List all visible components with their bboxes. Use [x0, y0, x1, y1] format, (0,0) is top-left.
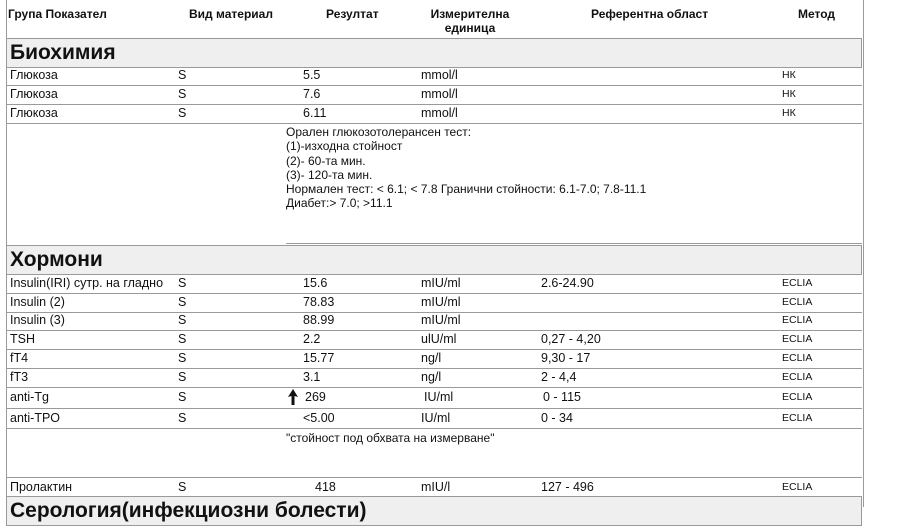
- table-row: [6, 293, 862, 313]
- row-unit: mmol/l: [421, 68, 458, 82]
- row-result: 7.6: [303, 87, 321, 101]
- row-method: НК: [782, 69, 796, 81]
- row-name: anti-TPO: [10, 411, 61, 425]
- row-name: Insulin(IRI) сутр. на гладно: [10, 276, 164, 290]
- row-method: ECLIA: [782, 352, 813, 364]
- row-result: 5.5: [303, 68, 321, 82]
- header-range: Референтна област: [591, 7, 709, 21]
- row-unit: mIU/ml: [421, 313, 461, 327]
- row-name: Пролактин: [10, 480, 73, 494]
- row-range: 2 - 4,4: [541, 370, 577, 384]
- tpo-note: "стойност под обхвата на измерване": [286, 431, 495, 445]
- row-material: S: [178, 276, 187, 290]
- row-result: 78.83: [303, 295, 335, 309]
- header-group: Група Показател: [8, 7, 107, 21]
- row-unit: IU/ml: [421, 411, 451, 425]
- row-unit: ng/l: [421, 351, 442, 365]
- section-title: Биохимия: [10, 41, 116, 64]
- section-biochemistry: [6, 38, 862, 68]
- row-name: Insulin (3): [10, 313, 65, 327]
- row-range: 127 - 496: [541, 480, 594, 494]
- row-material: S: [178, 295, 187, 309]
- row-result: 418: [315, 480, 336, 494]
- row-unit: ng/l: [421, 370, 442, 384]
- table-row: [6, 330, 862, 350]
- row-method: НК: [782, 88, 796, 100]
- row-material: S: [178, 332, 187, 346]
- note-divider: [286, 243, 862, 244]
- table-row: [6, 274, 862, 294]
- section-title: Хормони: [10, 248, 103, 271]
- row-range: 0 - 34: [541, 411, 573, 425]
- row-unit: mIU/ml: [421, 295, 461, 309]
- table-row: [6, 387, 862, 409]
- arrow-up-icon: [287, 389, 299, 405]
- row-result: 15.77: [303, 351, 335, 365]
- table-row: [6, 104, 862, 124]
- table-row: [6, 349, 862, 369]
- row-method: ECLIA: [782, 314, 813, 326]
- row-range: 0,27 - 4,20: [541, 332, 601, 346]
- row-method: ECLIA: [782, 277, 813, 289]
- row-result: 2.2: [303, 332, 321, 346]
- row-material: S: [178, 87, 187, 101]
- row-name: fT4: [10, 351, 29, 365]
- table-row: [6, 409, 862, 429]
- row-result: 88.99: [303, 313, 335, 327]
- row-method: ECLIA: [782, 412, 813, 424]
- row-unit: mmol/l: [421, 106, 458, 120]
- row-name: Глюкоза: [10, 68, 58, 82]
- row-name: TSH: [10, 332, 35, 346]
- row-range: 9,30 - 17: [541, 351, 591, 365]
- row-result: 6.11: [303, 106, 327, 120]
- table-row: [6, 311, 862, 331]
- table-row: [6, 477, 862, 498]
- row-result: 269: [305, 390, 326, 404]
- row-material: S: [178, 68, 187, 82]
- row-material: S: [178, 480, 187, 494]
- row-unit: mIU/ml: [421, 276, 461, 290]
- header-method: Метод: [798, 7, 836, 21]
- row-method: ECLIA: [782, 296, 813, 308]
- header-material: Вид материал: [189, 7, 273, 21]
- row-result: <5.00: [303, 411, 335, 425]
- row-name: anti-Tg: [10, 390, 49, 404]
- row-material: S: [178, 390, 187, 404]
- table-row: [6, 85, 862, 105]
- row-material: S: [178, 351, 187, 365]
- table-row: [6, 66, 862, 86]
- row-material: S: [178, 411, 187, 425]
- row-method: ECLIA: [782, 481, 813, 493]
- row-material: S: [178, 106, 187, 120]
- row-unit: IU/ml: [424, 390, 454, 404]
- row-unit: mmol/l: [421, 87, 458, 101]
- row-result: 3.1: [303, 370, 321, 384]
- row-name: Глюкоза: [10, 87, 58, 101]
- row-material: S: [178, 370, 187, 384]
- row-unit: ulU/ml: [421, 332, 457, 346]
- section-title: Серология(инфекциозни болести): [10, 499, 367, 522]
- row-name: fT3: [10, 370, 29, 384]
- row-result: 15.6: [303, 276, 328, 290]
- header-unit: Измерителна единица: [430, 7, 510, 35]
- section-serology: [6, 496, 862, 526]
- row-method: НК: [782, 107, 796, 119]
- row-name: Глюкоза: [10, 106, 58, 120]
- table-row: [6, 368, 862, 388]
- row-method: ECLIA: [782, 371, 813, 383]
- row-method: ECLIA: [782, 333, 813, 345]
- header-result: Резултат: [326, 7, 379, 21]
- row-range: 0 - 115: [543, 390, 581, 404]
- row-range: 2.6-24.90: [541, 276, 594, 290]
- section-hormones: [6, 245, 862, 275]
- row-name: Insulin (2): [10, 295, 65, 309]
- row-material: S: [178, 313, 187, 327]
- row-unit: mIU/l: [421, 480, 451, 494]
- row-method: ECLIA: [782, 391, 813, 403]
- glucose-test-note: Орален глюкозотолерансен тест: (1)-изходна стойност (2)- 60-та мин. (3)- 120-та мин. Нормален тест: < 6.1; < 7.8 Гранични стойности: 6.1-7.0; 7.8-11.1 Диабет:> 7.0; >11.1: [286, 125, 647, 211]
